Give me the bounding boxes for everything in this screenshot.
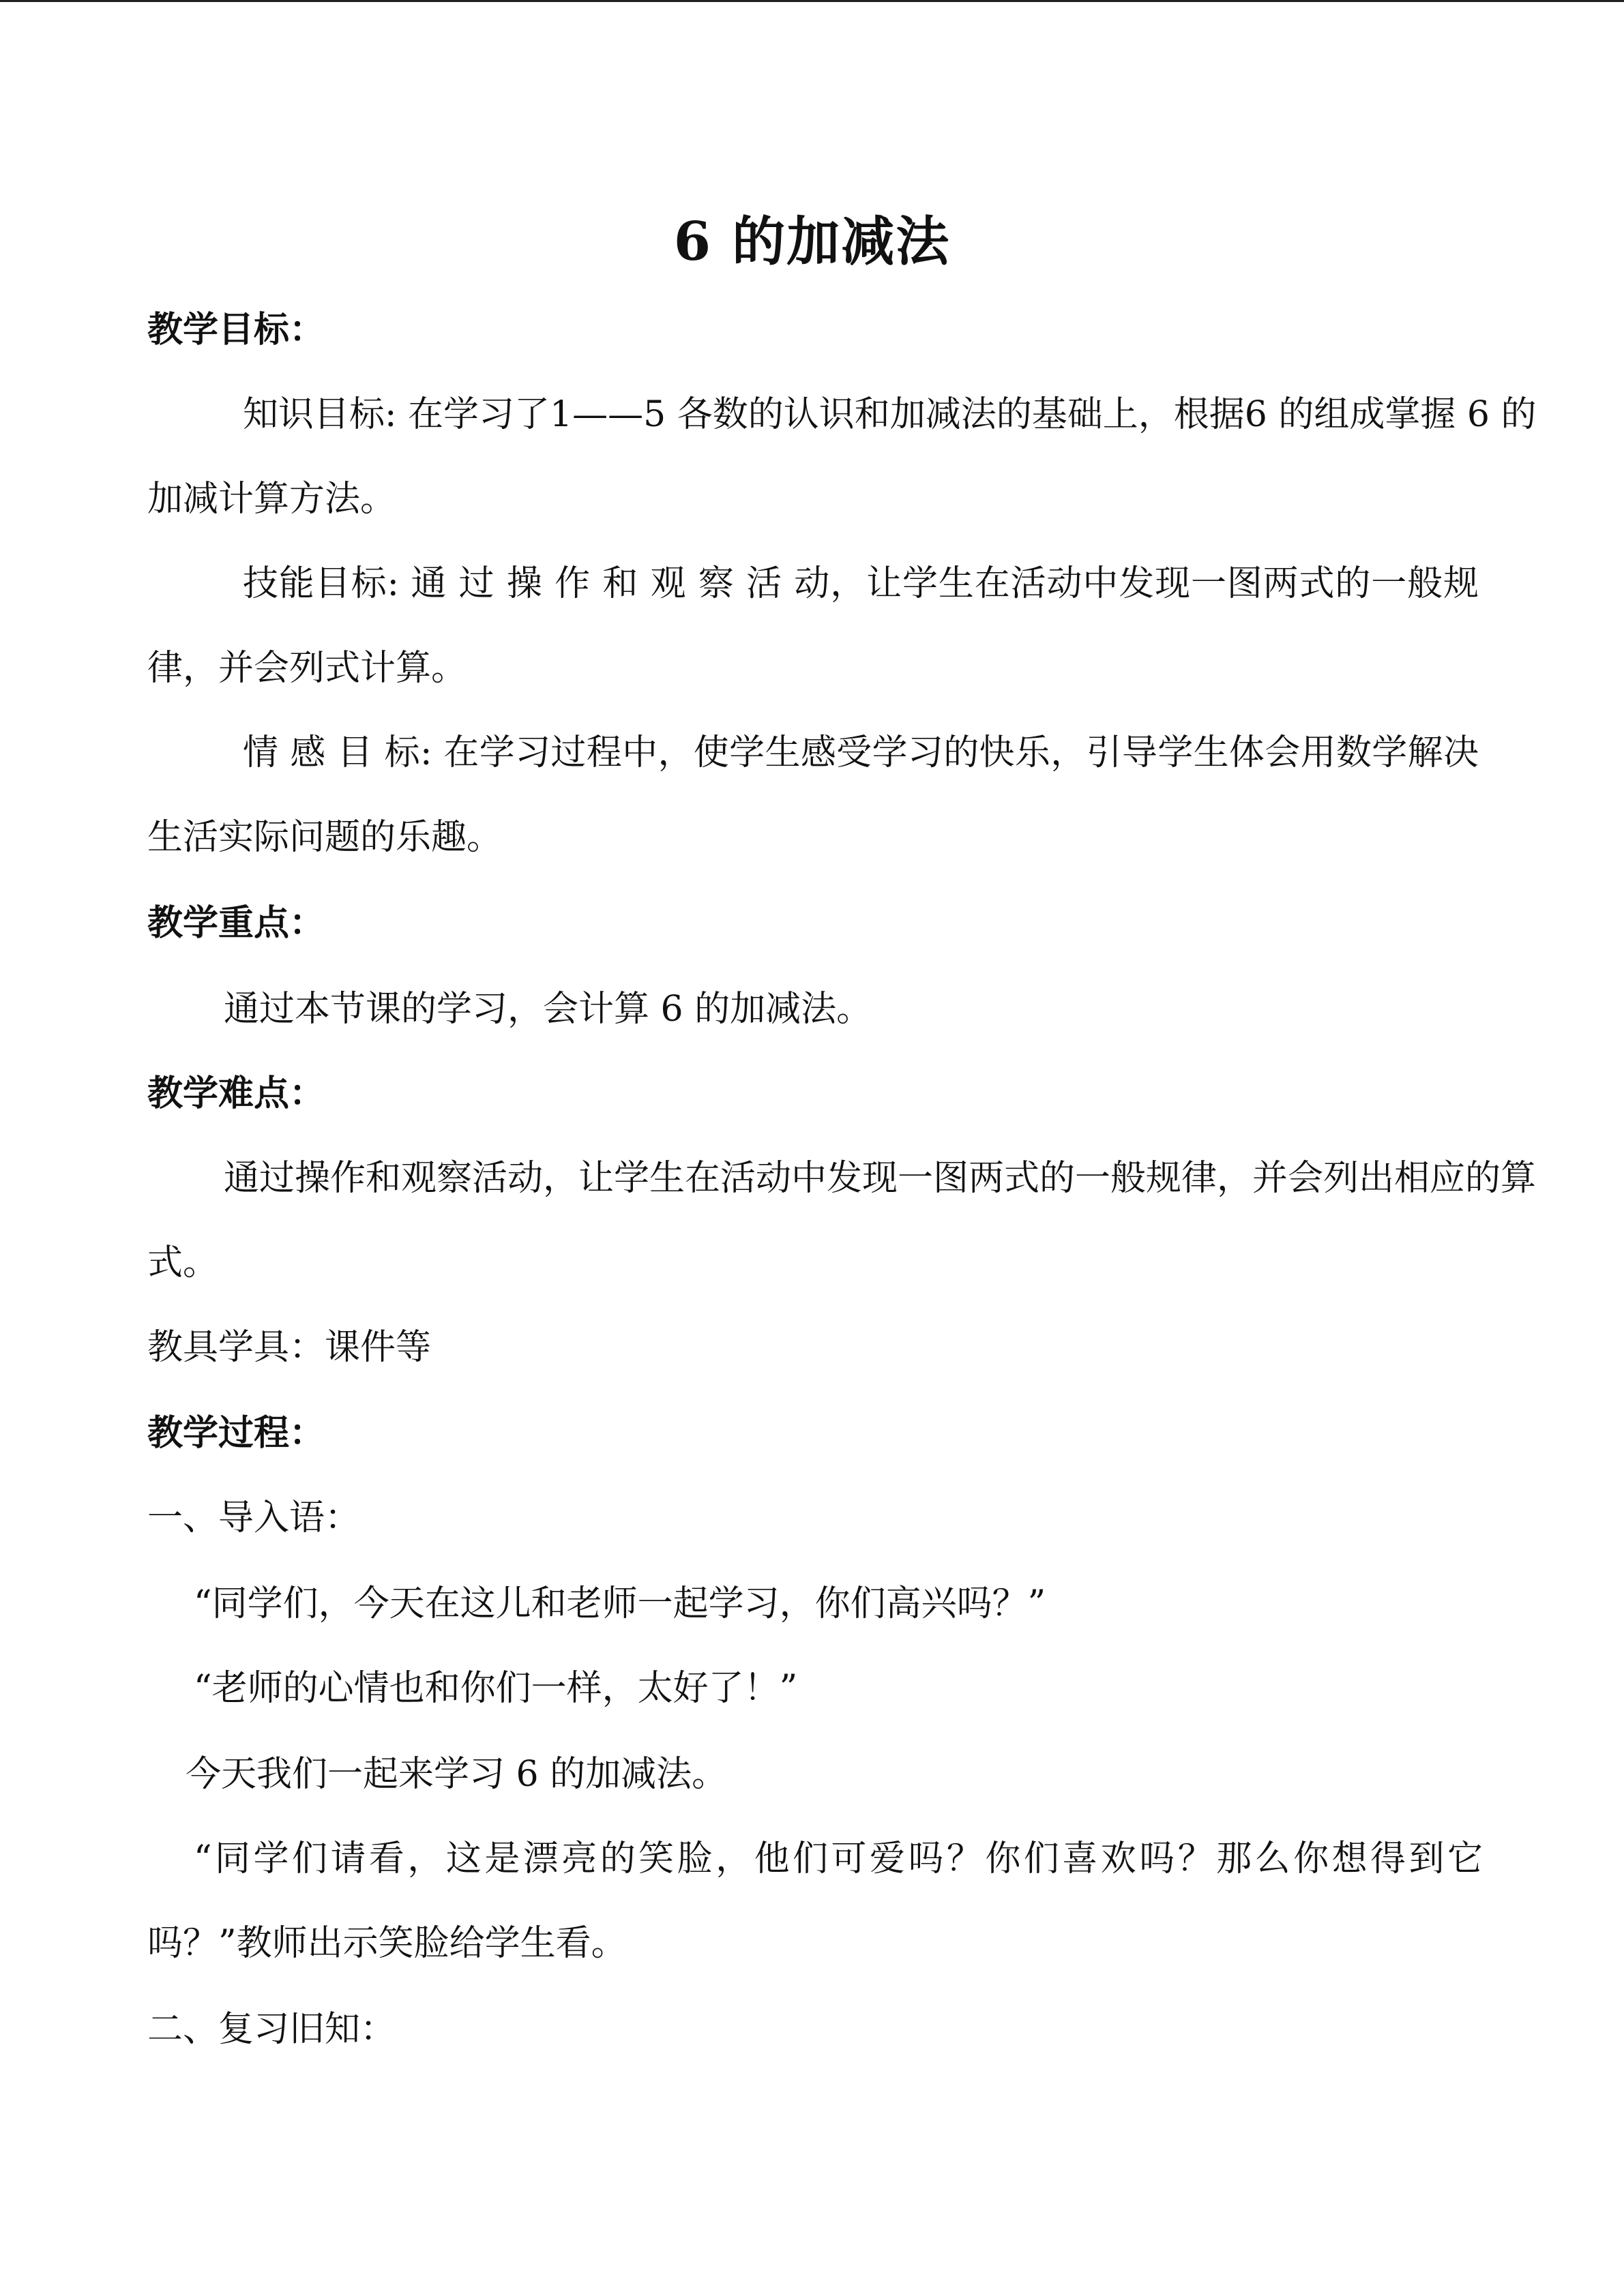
- key-points-heading: 教学重点：: [147, 902, 325, 944]
- quote-line-2: “老师的心情也和你们一样，太好了！”: [194, 1668, 798, 1709]
- skill-objective-line1: 技能目标: 通 过 操 作 和 观 察 活 动，让学生在活动中发现一图两式的一般规: [243, 563, 1479, 604]
- emotion-objective-line2: 生活实际问题的乐趣。: [147, 817, 503, 858]
- difficulty-text-line2: 式。: [147, 1242, 219, 1283]
- process-heading: 教学过程：: [147, 1412, 325, 1454]
- quote-line-3a: “同学们请看，这是漂亮的笑脸，他们可爱吗？你们喜欢吗？那么你想得到它: [194, 1838, 1483, 1879]
- document-title: 6 的加减法: [673, 211, 951, 273]
- knowledge-objective-line2: 加减计算方法。: [147, 479, 396, 520]
- teaching-tools-line: 教具学具：课件等: [147, 1327, 432, 1368]
- knowledge-objective-line1: 知识目标: 在学习了1——5 各数的认识和加减法的基础上，根据6 的组成掌握 6 的: [243, 394, 1537, 435]
- part-one-heading: 一、导入语：: [147, 1497, 361, 1538]
- quote-line-3b: 吗？”教师出示笑脸给学生看。: [147, 1923, 627, 1964]
- skill-objective-line2: 律，并会列式计算。: [147, 648, 467, 689]
- emotion-objective-line1: 情 感 目 标: 在学习过程中，使学生感受学习的快乐，引导学生体会用数学解决: [243, 732, 1479, 773]
- key-points-text: 通过本节课的学习，会计算 6 的加减法。: [224, 989, 872, 1030]
- difficulty-text-line1: 通过操作和观察活动，让学生在活动中发现一图两式的一般规律，并会列出相应的算: [224, 1158, 1537, 1199]
- objectives-heading: 教学目标：: [147, 309, 325, 351]
- part-two-heading: 二、复习旧知：: [147, 2009, 396, 2050]
- intro-line: 今天我们一起来学习 6 的加减法。: [186, 1754, 728, 1795]
- difficulty-heading: 教学难点：: [147, 1073, 325, 1114]
- top-border-line: [0, 0, 1624, 2]
- quote-line-1: “同学们，今天在这儿和老师一起学习，你们高兴吗？”: [194, 1583, 1046, 1624]
